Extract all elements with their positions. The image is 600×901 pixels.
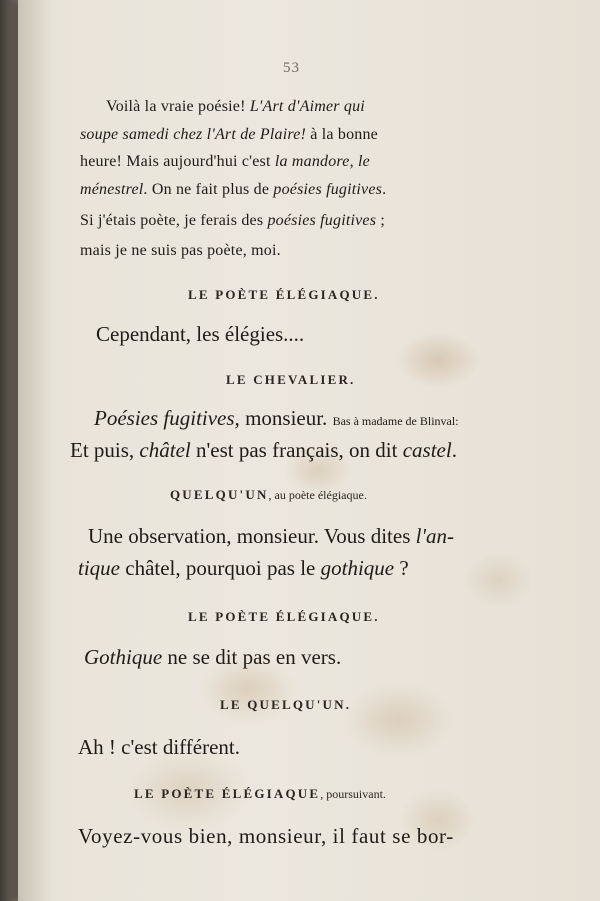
paragraph-line-4	[80, 181, 386, 199]
speaker-heading: LE QUELQU'UN.	[220, 697, 352, 712]
text-run: monsieur.	[239, 406, 333, 430]
italic-word: gothique	[320, 556, 395, 580]
dialogue-line: Voyez-vous bien, monsieur, il faut se bor-	[78, 824, 454, 848]
text-run: à la bonne	[306, 126, 378, 143]
text-run: . On ne fait plus de	[143, 181, 274, 198]
text-run: Voilà la vraie poésie!	[106, 98, 250, 115]
italic-word: tique	[78, 556, 120, 580]
italic-word: la mandore	[274, 153, 350, 170]
text-run: Une observation, monsieur. Vous dites	[88, 524, 416, 548]
book-page	[18, 0, 600, 901]
italic-word: ménestrel	[80, 181, 144, 198]
italic-word: le	[357, 153, 370, 170]
dialogue-line: Ah ! c'est différent.	[78, 735, 241, 759]
dialogue-line	[88, 524, 454, 549]
dialogue-line: Cependant, les élégies....	[96, 322, 305, 346]
speaker-heading	[134, 786, 386, 802]
speaker-heading	[170, 487, 367, 503]
speaker-heading: LE POÈTE ÉLÉGIAQUE.	[188, 609, 380, 624]
italic-title: soupe samedi chez l'Art de Plaire!	[80, 126, 307, 143]
dialogue-line	[78, 556, 409, 581]
speaker-heading: LE CHEVALIER.	[226, 372, 356, 387]
text-run: Et puis,	[70, 438, 140, 462]
text-run: châtel, pourquoi pas le	[120, 556, 321, 580]
text-run: Si j'étais poète, je ferais des	[80, 212, 268, 229]
text-run: .	[382, 181, 387, 198]
text-run: ,	[349, 153, 358, 170]
dialogue-line	[94, 406, 459, 431]
italic-word: châtel	[139, 438, 191, 462]
text-run: ;	[376, 212, 386, 229]
dialogue-line	[84, 645, 341, 670]
page-number: 53	[283, 60, 300, 76]
paragraph-line-5	[80, 212, 385, 230]
speaker-name: QUELQU'UN	[170, 487, 269, 502]
italic-title: L'Art d'Aimer qui	[249, 98, 365, 115]
italic-word: poésies fugitives	[273, 181, 383, 198]
italic-word: Gothique	[84, 645, 163, 669]
speaker-heading: LE POÈTE ÉLÉGIAQUE.	[188, 287, 380, 302]
paragraph-line-1	[106, 98, 365, 116]
text-run: heure! Mais aujourd'hui c'est	[80, 153, 275, 170]
paragraph-line-2	[80, 126, 378, 144]
stage-direction: Bas à madame de Blinval:	[332, 414, 459, 428]
paragraph-line-6: mais je ne suis pas poète, moi.	[80, 242, 281, 259]
text-run: ?	[394, 556, 409, 580]
italic-word: poésies fugitives	[267, 212, 377, 229]
stage-direction: , au poète élégiaque.	[268, 488, 367, 502]
stage-direction: , poursuivant.	[320, 787, 386, 801]
dialogue-line	[70, 438, 457, 463]
speaker-name: LE POÈTE ÉLÉGIAQUE	[134, 786, 321, 801]
paragraph-line-3	[80, 153, 370, 171]
text-run: .	[451, 438, 457, 462]
italic-word: Poésies fugitives,	[94, 406, 240, 430]
italic-word: l'an-	[415, 524, 454, 548]
italic-word: castel	[402, 438, 452, 462]
text-run: ne se dit pas en vers.	[162, 645, 342, 669]
text-run: n'est pas français, on dit	[190, 438, 403, 462]
